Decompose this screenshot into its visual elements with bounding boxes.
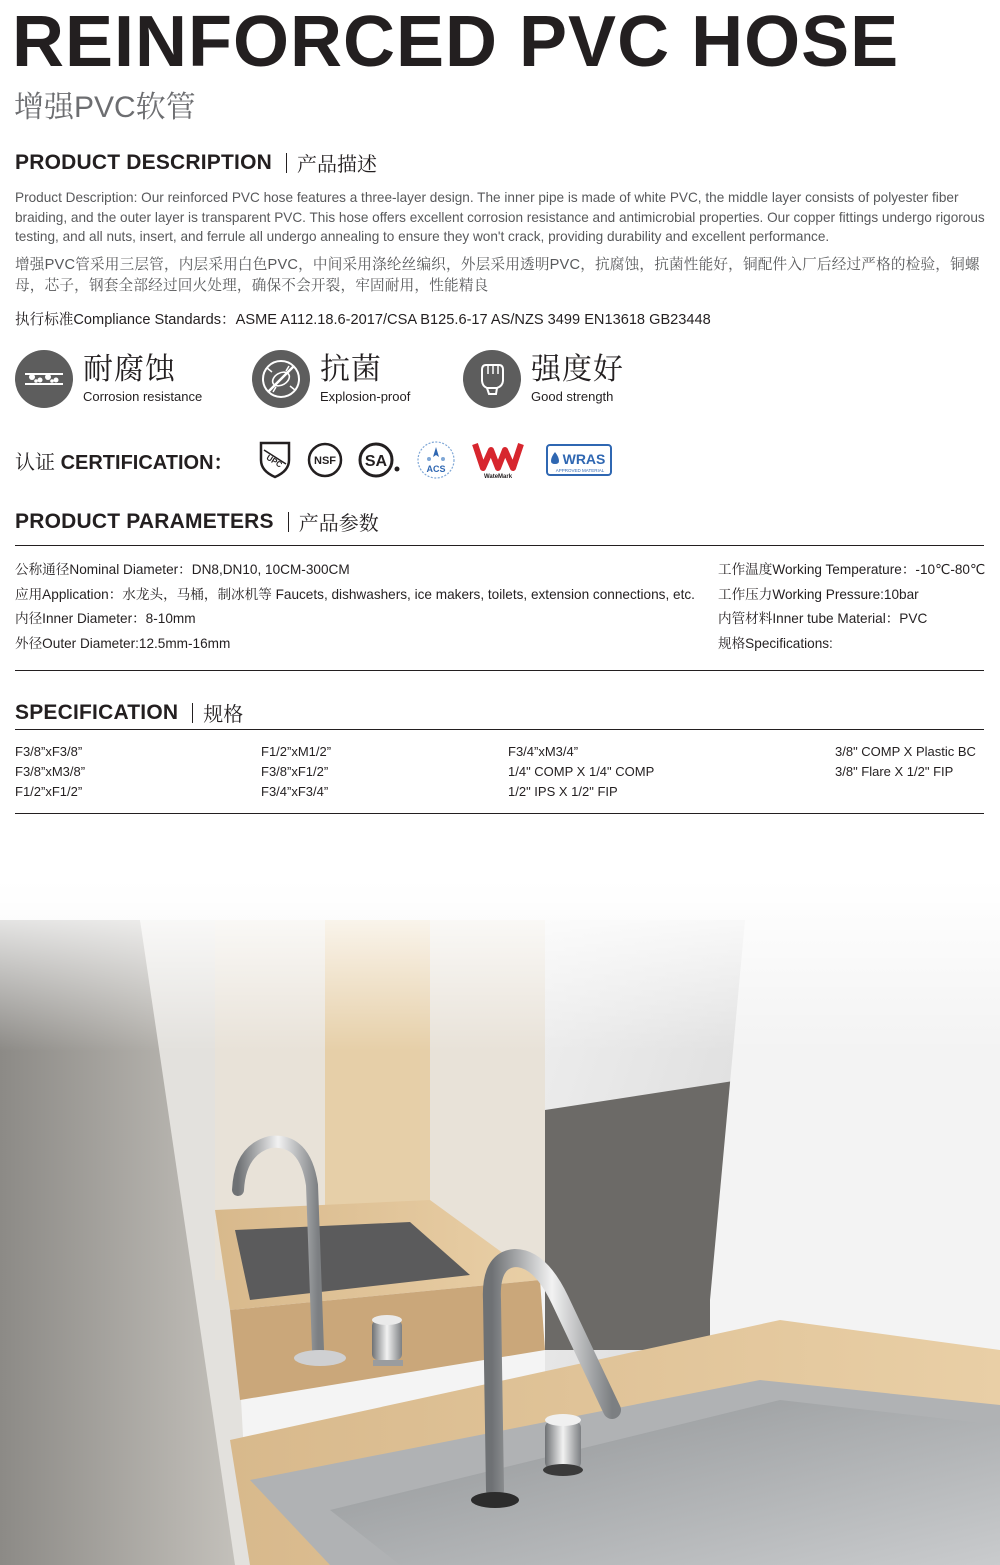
section-heading-specification — [15, 698, 243, 727]
watermark-logo — [470, 440, 526, 480]
description-text-zh: 增强PVC管采用三层管，内层采用白色PVC，中间采用涤纶丝编织，外层采用透明PVC，抗腐蚀，抗菌性能好，铜配件入厂后经过严格的检验，铜螺母，芯子，钢套全部经过回火处理，确保不会开裂，牢固耐用，性能精良 — [15, 257, 980, 294]
feature-label-en: Good strength — [531, 389, 614, 404]
feature-antibacterial — [252, 350, 410, 408]
svg-text:ACS: ACS — [426, 464, 446, 474]
heading-en: PRODUCT DESCRIPTION — [15, 150, 272, 174]
spec-item: F1/2”xF1/2” — [15, 784, 83, 799]
section-heading-parameters — [15, 507, 379, 536]
heading-zh: 产品描述 — [296, 154, 377, 176]
heading-zh: 规格 — [203, 704, 244, 726]
divider — [15, 670, 984, 671]
certification-label — [15, 446, 234, 475]
feature-label-en: Explosion-proof — [320, 389, 411, 404]
heading-divider — [286, 153, 287, 173]
param-application: 应用Application：水龙头，马桶，制冰机等 Faucets, dishwashers, ice makers, toilets, extension connections, etc. — [15, 587, 695, 602]
certification-label-zh: 认证 — [15, 452, 55, 474]
wras-logo — [545, 440, 613, 480]
spec-item: F3/4”xF3/4” — [261, 784, 329, 799]
divider — [15, 813, 984, 814]
param-working-pressure: 工作压力Working Pressure:10bar — [718, 587, 919, 602]
acs-logo — [414, 440, 458, 480]
svg-text:APPROVED MATERIAL: APPROVED MATERIAL — [555, 468, 605, 473]
feature-label-zh: 强度好 — [531, 353, 624, 386]
heading-zh: 产品参数 — [298, 513, 379, 535]
param-nominal-diameter: 公称通径Nominal Diameter：DN8,DN10, 10CM-300CM — [15, 562, 350, 577]
param-specifications: 规格Specifications: — [718, 636, 833, 651]
feature-label-zh: 抗菌 — [320, 353, 382, 386]
heading-en: PRODUCT PARAMETERS — [15, 509, 274, 533]
param-outer-diameter: 外径Outer Diameter:12.5mm-16mm — [15, 636, 231, 651]
feature-strength — [463, 350, 624, 408]
page-title: REINFORCED PVC HOSE — [12, 2, 900, 82]
spec-item: F1/2”xM1/2” — [261, 744, 332, 759]
spec-item: F3/8”xM3/8” — [15, 764, 86, 779]
feature-corrosion — [15, 350, 202, 408]
spec-item: F3/8”xF1/2” — [261, 764, 329, 779]
svg-text:SA: SA — [364, 453, 388, 470]
divider — [15, 545, 984, 546]
spec-item: F3/4”xM3/4” — [508, 744, 579, 759]
spec-item: 1/4" COMP X 1/4" COMP — [508, 764, 655, 779]
heading-en: SPECIFICATION — [15, 700, 179, 724]
svg-text:WateMark: WateMark — [483, 474, 513, 480]
spec-item: 3/8" Flare X 1/2" FIP — [835, 764, 954, 779]
param-working-temperature: 工作温度Working Temperature：-10℃-80℃ — [718, 562, 986, 577]
certification-label-en: CERTIFICATION： — [60, 452, 234, 474]
feature-label-en: Corrosion resistance — [83, 389, 203, 404]
heading-divider — [192, 703, 193, 723]
svg-text:UPC: UPC — [264, 452, 284, 470]
csa-logo — [357, 440, 403, 480]
spec-item: 3/8" COMP X Plastic BC — [835, 744, 976, 759]
param-inner-diameter: 内径Inner Diameter：8-10mm — [15, 611, 196, 626]
description-text-en: Product Description: Our reinforced PVC hose features a three-layer design. The inner pipe is made of white PVC, the middle layer consists of polyester fiber braiding, and the outer layer is transparent PVC. This hose offers excellent corrosion resistance and antimicrobial properties. Our copper fittings undergo rigorous testing, and all nuts, insert, and ferrule all undergo annealing to ensure they won't crack, providing durability and excellent performance. — [15, 190, 985, 245]
antibacterial-icon — [252, 350, 310, 408]
svg-text:NSF: NSF — [314, 455, 336, 467]
page-subtitle: 增强PVC软管 — [14, 91, 196, 124]
heading-divider — [288, 512, 289, 532]
feature-label-zh: 耐腐蚀 — [83, 353, 176, 386]
svg-text:WRAS: WRAS — [562, 451, 606, 467]
strength-fist-icon — [463, 350, 521, 408]
spec-item: F3/8”xF3/8” — [15, 744, 83, 759]
corrosion-icon — [15, 350, 73, 408]
spec-item: 1/2" IPS X 1/2" FIP — [508, 784, 618, 799]
nsf-logo — [305, 440, 345, 480]
param-inner-tube-material: 内管材料Inner tube Material：PVC — [718, 611, 928, 626]
section-heading-description — [15, 148, 377, 177]
divider — [15, 729, 984, 730]
compliance-standards: 执行标准Compliance Standards：ASME A112.18.6-2017/CSA B125.6-17 AS/NZS 3499 EN13618 GB23448 — [15, 312, 711, 328]
bathroom-faucet-photo — [0, 880, 1000, 1565]
upc-logo — [255, 440, 295, 480]
